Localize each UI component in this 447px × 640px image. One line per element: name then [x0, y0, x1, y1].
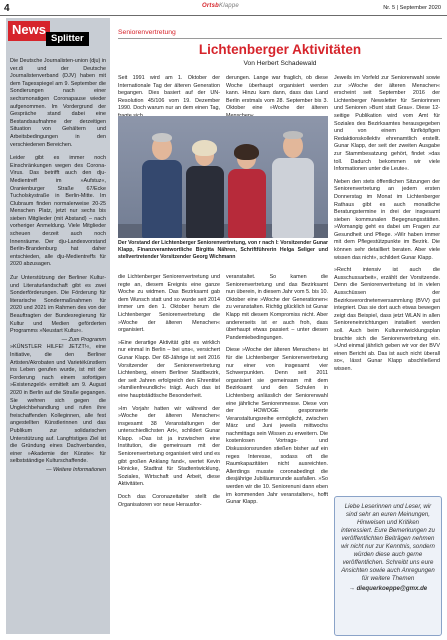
- article-paragraph: Seit 1991 wird am 1. Oktober der Internationale Tag der älteren Generation begangen. Dies basiert auf der UN-Resolution 45/106 vom 19. Dezember 1990. Doch warum nur an dem einen Tag,: [118, 75, 220, 112]
- person-hair: [192, 140, 217, 156]
- news-splitter-sidebar: [6, 18, 110, 634]
- reader-feedback-text: Liebe Leserinnen und Leser, wir sind sehr an euren Meinungen, Hinweisen und Kritiken interessiert. Eure Bemerkungen zu veröffentlichten Beiträgen nehmen wir nicht nur zur Kenntnis, sondern würden diese auch gerne veröffentlichen. Schreibt uns eure Ansichten sowie auch Anregungen für weitere Themen: [341, 503, 435, 582]
- article-column-2-top: [226, 75, 328, 121]
- article-column-3: [334, 75, 440, 374]
- kicker-divider: [118, 38, 442, 39]
- person-body: [228, 169, 266, 238]
- sidebar-flag: [6, 18, 110, 54]
- page-header: [0, 2, 447, 16]
- article-title: Lichtenberger Aktivitäten: [198, 42, 362, 57]
- person-helga-seliger: [184, 138, 226, 238]
- article-kicker: Seniorenvertretung: [118, 29, 176, 36]
- article-column-2-bottom: [226, 274, 328, 507]
- sidebar-paragraph-3: Zur Unterstützung der Berliner Kultur- und Literaturlandschaft gibt es zwei Sonderförderungen. Die Förderung für literarische Sondermaßnahmen für 2020 und 2021 im Rahmen des von der Beauftragten der Bundesregierung für Kultur und Medien geförderten Programms »Neustart Kultur«.: [10, 275, 106, 335]
- sidebar-source-link-2[interactable]: — Weitere Informationen: [10, 467, 106, 475]
- person-hair: [234, 144, 259, 160]
- sidebar-title-splitter: Splitter: [46, 32, 89, 46]
- person-georg-wichmann: [140, 130, 184, 238]
- sidebar-title-news: News: [8, 21, 50, 41]
- person-hair: [152, 133, 172, 142]
- person-hair: [283, 131, 303, 139]
- article-paragraph: Diese »Woche der älteren Menschen« ist für die Lichtenberger Seniorenvertretung nur einer von insgesamt vier Schwerpunkten. Denn seit 2011 organisiert sie gemeinsam mit dem Bezirksamt und den Schulen in Lichtenberg anlässlich der Seniorenwahl eine jährliche Seniorenmesse. Diese von der HOWOGE gesponserte Veranstaltungsreihe ermöglicht, zwischen März und Juni jeweils mittwochs nachmittags sein Wissen zu erweitern. Die kostenlosen Vortrags- und Diskussionsrunden stießen bisher auf ein reges Interesse, sodass oft die Raumkapazitäten nicht ausreichten. Allerdings musste coronabedingt die diesjährige Jubiläumsrunde ausfallen. »So werden wir die 10. Seniorenuni dann eben im kommenden Jahr veranstalten«, hofft Gunar Klapp.: [226, 347, 328, 506]
- person-body: [186, 166, 224, 238]
- issue-info: Nr. 5 | September 2020: [383, 5, 441, 11]
- article-paragraph: derungen. Lange war fraglich, ob diese Woche überhaupt organisiert werden kann. Hinzu kam dann, dass das Land Berlin erstmals vom 28. September bis 3. Oktober eine »Woche der älteren: [226, 75, 328, 112]
- article-column-1-top: [118, 75, 220, 121]
- logo-part-1: Ortsb: [202, 3, 220, 9]
- sidebar-body: [10, 58, 106, 474]
- article-paragraph: »Recht intensiv ist auch die Ausschussarbeit«, erzählt der Vorsitzende. Denn die Seniorenvertretung ist in vielen Ausschüssen der Bezirksverordnetenversammlung (BVV) gut integriert. Das sie dort auch etwas bewegen zeigt das Beispiel, dass jetzt WLAN in allen Senioreneinrichtungen installiert werden soll. Auch beim Kulturentwicklungsplan brachte sich die Seniorenvertretung ein. »Und einmal jährlich geben wir vor der BVV einen Bericht ab. Das ist auch nicht überall so«, lässt Gunar Klapp abschließend wissen.: [334, 267, 440, 372]
- page-number: 4: [4, 3, 10, 14]
- article-column-1-bottom: [118, 274, 220, 509]
- sidebar-paragraph-1: Die Deutsche Journalisten-union (dju) in ver.di und der Deutsche Journalistenverband (DJV) haben mit dem Tagesspiegel am 9. September die Sondierungen nach einer sechsmonatigen Coronapause wieder aufgenommen. Im Vordergrund der Gespräche stand dabei eine Bestandsaufnahme der derzeitigen Situation von Gehältern und Arbeitsbedingungen in den verschiedenen Bereichen.: [10, 58, 106, 148]
- article-paragraph: veranstaltet. So kamen die Seniorenvertretung und das Bezirksamt nun überein, in diesem Jahr vom 5. bis 10. Oktober eine »Woche der Generationen« zu veranstalten. Richtig glücklich ist Gunar Klapp mit diesem Kompromiss nicht. Aber andererseits ist er auch froh, dass überhaupt etwas passiert – unter diesen Pandemiebedingungen.: [226, 274, 328, 341]
- sidebar-paragraph-4: »KÜNSTLER HILFE! JETZT!«, eine Initiative, die den Berliner Artisten/Akrobaten und Varietékünstlern ins Leben gerufen wurde, ist mit der Forderung nach einem sofortigen »Existenzgeld« ermittelt am 9. August 2020 in Berlin auf die Straße gegangen. Sie wehren sich gegen die Ungleichbehandlung und rufen ihre freischaffenden Kolleginnen, alle fest angestellten Künstlerinnen und das Publikum zur solidarischen Unterstützung auf. Langfristiges Ziel ist die Gründung eines Dachverbandes, einer »Akademie der Künste« für selbstständige Kulturschaffende.: [10, 344, 106, 465]
- reader-feedback-box: [334, 496, 442, 636]
- article-paragraph: Doch das Coronazeitalter stellt die Organisatoren vor neue Herausfor-: [118, 494, 220, 508]
- person-body: [272, 158, 314, 238]
- person-gunar-klapp: [270, 128, 316, 238]
- photo-caption: Der Vorstand der Lichtenberger Seniorenvertretung, von r nach l: Vorsitzender Gunar Klapp, Finanzverantwortliche Birgitta Nähren, Schriftführerin Helga Seliger und stellvertretender Vorsitzender Georg Wichmann: [118, 240, 328, 260]
- article-paragraph: »Im Vorjahr hatten wir während der »Woche der älteren Menschen« insgesamt 38 Veranstaltungen der unterschiedlichsten Art«, schildert Gunar Klapp. »Das ist ja inzwischen eine Institution, die gemeinsam mit der Seniorenvertretung organisiert wird und es gibt großen Anklang fand«, wertet Kevin Hönicke, Stadtrat für Stadtentwicklung, Soziales, Wirtschaft und Arbeit, diese Aktivitäten.: [118, 405, 220, 488]
- article-paragraph: die Lichtenberger Seniorenvertretung und regte an, diesem Ereignis eine ganze Woche zu widmen. Das Bezirksamt gab dem Wunsch statt und so wurde seit 2014 immer um den 1. Oktober herum die Lichtenberger Seniorenvertretung die »Woche der älteren Menschen« organisiert.: [118, 274, 220, 334]
- contact-email-link[interactable]: → diequerkoeppe@gmx.de: [341, 585, 435, 593]
- person-body: [142, 160, 182, 238]
- masthead-logo: [202, 3, 239, 9]
- person-birgitta-naehren: [226, 142, 268, 238]
- article-paragraph: »Eine derartige Aktivität gibt es wirklich nur einmal in Berlin – bei uns«, versichert Gunar Klapp. Der 68-Jährige ist seit 2016 Vorsitzender der Seniorenvertretung Lichtenberg, einem Berliner Stadtbezirk, der seit Jahren erfolgreich den Ehrentitel »familienfreundlich« trägt. Auch das ist eine hauptstädtische Besonderheit.: [118, 339, 220, 399]
- logo-part-2: Klappe: [219, 3, 239, 9]
- group-photo: [118, 116, 328, 238]
- sidebar-source-link-1[interactable]: — Zum Programm: [10, 337, 106, 345]
- article-paragraph: Neben den stets öffentlichen Sitzungen der Seniorenvertretung an jedem ersten Donnerstag im Monat im Lichtenberger Rathaus gibt es auch monatliche Beratungstermine in drei der insgesamt sieben kommunalen Begegnungsstätten. »Womangig geht es dabei um Fragen zur Gesundheit und Pflege. »Wir haben immer mit dem Pflegestützpunkte im Bezirk. Die können sehr detailliert beraten. Aber viele wissen das nicht«, schildert Gunar Klapp.: [334, 178, 440, 261]
- sidebar-paragraph-2: Leider gibt es immer noch Einschränkungen wegen des Corona-Virus. Das betrifft auch den dju-Medientreff im »Aufstuz«, Oranienburger Straße 67/Ecke Tucholskystraße in Berlin-Mitte. Im Clubraum finden normalerweise 20-25 Menschen Platz, jetzt nur sechs bis sieben Mitglieder (mit Abstand) – nach vorheriger Anmeldung. Viele Mitglieder scheuen derzeit auch noch Innenräume. Der dju-Landesvorstand Berlin-Brandenburg hat daher entschieden, alle dju-Medientreffs für 2020 abzusagen.: [10, 155, 106, 268]
- article-author: Von Herbert Schadewald: [243, 60, 317, 67]
- article-paragraph: Jeweils im Vorfeld zur Seniorenwahl sowie zur »Woche der älteren Menschen« erscheint seit September 2016 der Lichtenberger Newsletter für Seniorinnen und Senioren »Bunt statt Grau«. Diese 12-seitige Publikation wird vom Amt für Soziales des Bezirksamtes herausgegeben und von einem fünfköpfigen Redaktionskollektiv ehrenamtlich erstellt. Gunar Klapp, der seit der zweiten Ausgabe zur Stammbesatzung gehört, findet »das toll. Dadurch bekommen wir viele Informationen unter die Leute«.: [334, 75, 440, 173]
